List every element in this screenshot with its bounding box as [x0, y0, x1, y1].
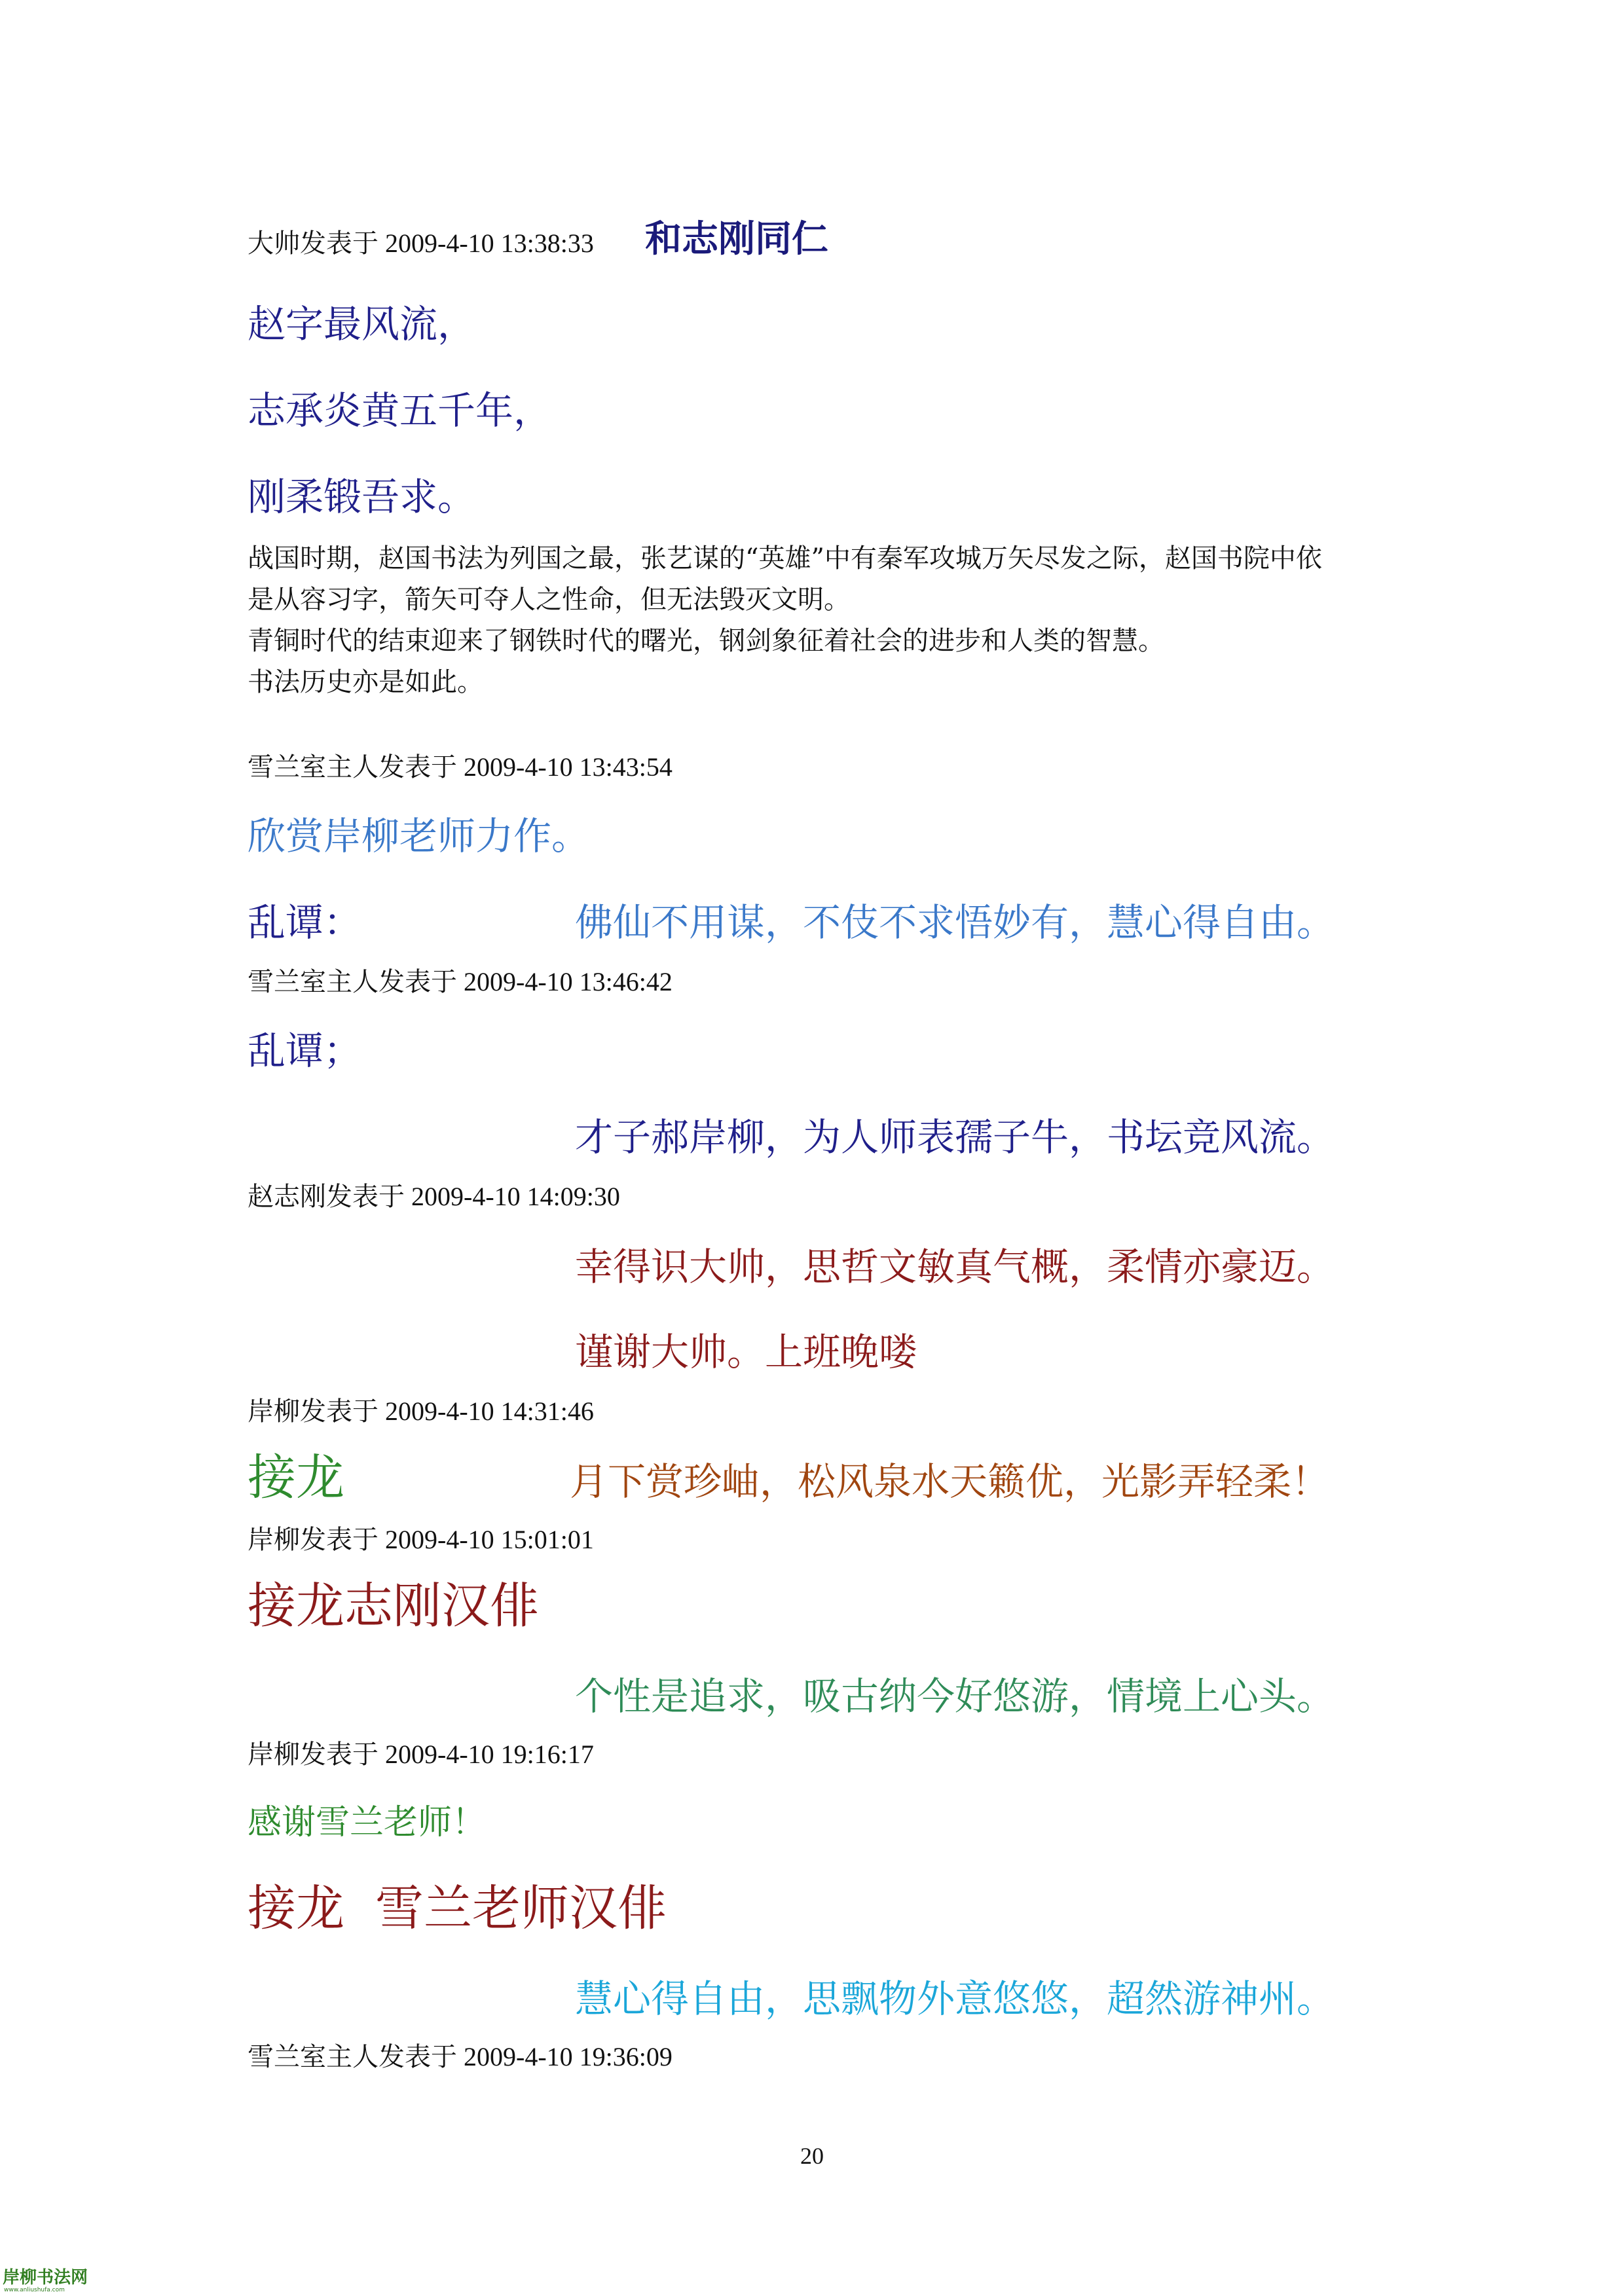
page-number: 20: [800, 2143, 824, 2169]
verse-line: 幸得识大帅，思哲文敏真气概，柔情亦豪迈。: [575, 1245, 1335, 1289]
site-logo: 岸柳书法网: [3, 2268, 88, 2287]
body-paragraph: 是从容习字，箭矢可夺人之性命，但无法毁灭文明。: [248, 585, 850, 615]
post-meta: 岸柳发表于 2009-4-10 19:16:17: [248, 1740, 594, 1769]
comment-line: 欣赏岸柳老师力作。: [248, 814, 590, 858]
post-meta: 雪兰室主人发表于 2009-4-10 13:43:54: [248, 752, 673, 782]
thanks-line: 谨谢大帅。上班晚喽: [575, 1330, 917, 1374]
verse-line: 慧心得自由，思飘物外意悠悠，超然游神州。: [575, 1977, 1335, 2021]
post-meta: 雪兰室主人发表于 2009-4-10 13:46:42: [248, 967, 673, 996]
verse-line: 月下赏珍岫，松风泉水天籁优，光影弄轻柔！: [570, 1459, 1330, 1504]
poem-line: 刚柔锻吾求。: [248, 475, 476, 519]
verse-label: 接龙 雪兰老师汉俳: [248, 1880, 667, 1937]
verse-label: 接龙志刚汉俳: [248, 1578, 538, 1634]
post-meta: 岸柳发表于 2009-4-10 14:31:46: [248, 1396, 594, 1426]
site-logo-url: www.anliushufa.com: [4, 2287, 65, 2293]
verse-line: 才子郝岸柳，为人师表孺子牛，书坛竞风流。: [575, 1115, 1335, 1159]
body-paragraph: 青铜时代的结束迎来了钢铁时代的曙光，钢剑象征着社会的进步和人类的智慧。: [248, 626, 1164, 656]
verse-line: 佛仙不用谋，不伎不求悟妙有，慧心得自由。: [575, 900, 1335, 945]
post-meta: 赵志刚发表于 2009-4-10 14:09:30: [248, 1182, 620, 1211]
post-meta: 大帅发表于 2009-4-10 13:38:33: [248, 228, 594, 258]
verse-label: 乱谭：: [248, 900, 362, 945]
verse-label: 乱谭；: [248, 1029, 362, 1073]
verse-label: 接龙: [248, 1449, 344, 1506]
body-paragraph: 书法历史亦是如此。: [248, 667, 483, 697]
post-meta: 岸柳发表于 2009-4-10 15:01:01: [248, 1525, 594, 1554]
post-meta: 雪兰室主人发表于 2009-4-10 19:36:09: [248, 2042, 673, 2071]
verse-line: 个性是追求，吸古纳今好悠游，情境上心头。: [575, 1674, 1335, 1719]
poem-line: 赵字最风流，: [248, 302, 476, 346]
poem-line: 志承炎黄五千年，: [248, 388, 552, 433]
post-title: 和志刚同仁: [645, 218, 828, 261]
body-paragraph: 战国时期，赵国书法为列国之最，张艺谋的“英雄”中有秦军攻城万矢尽发之际，赵国书院中依: [248, 543, 1322, 574]
thanks-line: 感谢雪兰老师！: [248, 1803, 487, 1842]
